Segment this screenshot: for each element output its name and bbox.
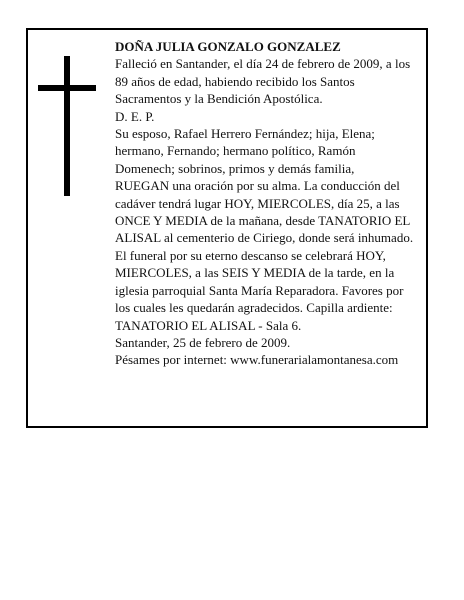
place-date: Santander, 25 de febrero de 2009. (115, 334, 291, 350)
dep-line: D. E. P. (115, 108, 155, 124)
deceased-name: DOÑA JULIA GONZALO GONZALEZ (115, 39, 341, 54)
condolences-line: Pésames por internet: www.funerarialamontanesa.com (115, 352, 399, 368)
cross-vertical-bar (64, 56, 70, 196)
prayer-request: RUEGAN una oración por su alma. La conducción del cadáver tendrá lugar HOY, MIERCOLES, día 25, a las ONCE Y MEDIA de la mañana, desde TANATORIO EL ALISAL al cementerio de Ciriego, donde será inhumado. El funeral por su eterno descanso se celebrará HOY, MIERCOLES, a las SEIS Y MEDIA de la tarde, en la iglesia parroquial Santa María Reparadora. Favores por los cuales les quedarán agradecidos. Capilla ardiente: TANATORIO EL ALISAL - Sala 6. (115, 178, 414, 333)
family-list: Su esposo, Rafael Herrero Fernández; hija, Elena; hermano, Fernando; hermano político, Ramón Domenech; sobrinos, primos y demás familia, (115, 126, 375, 176)
death-info: Falleció en Santander, el día 24 de febrero de 2009, a los 89 años de edad, habiendo recibido los Santos Sacramentos y la Bendición Apostólica. (115, 56, 411, 107)
cross-horizontal-bar (38, 85, 96, 91)
obituary-text (115, 38, 417, 369)
